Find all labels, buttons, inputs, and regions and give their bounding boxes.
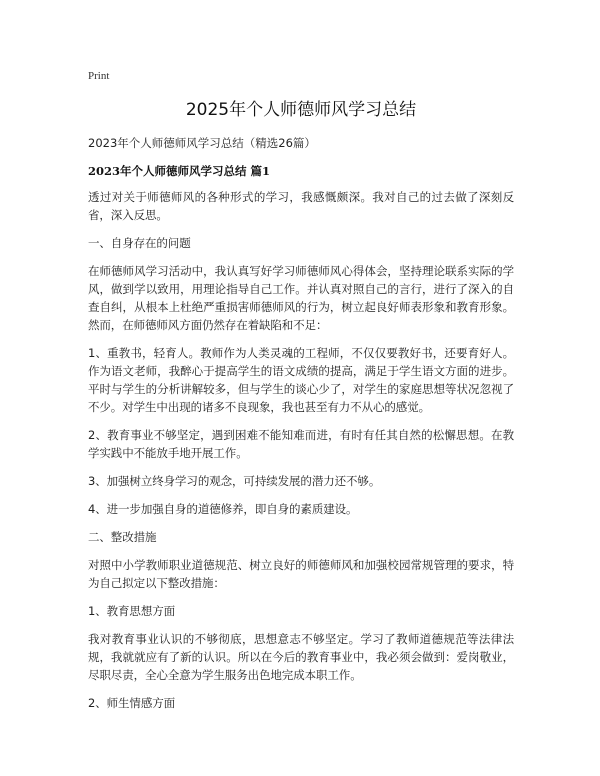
paragraph-problem-1: 1、重教书，轻育人。教师作为人类灵魂的工程师，不仅仅要教好书，还要育好人。作为语文老师，我醉心于提高学生的语文成绩的提高，满足于学生语文方面的进步。平时与学生的分析讲解较多，但与学生的谈心少了，对学生的家庭思想等状况忽视了不少。对学生中出现的诸多不良现象，我也甚至有力不从心的感觉。 <box>88 346 514 414</box>
paragraph-heading-measures: 二、整改措施 <box>88 530 157 544</box>
page-title: 2025年个人师德师风学习总结 <box>185 100 417 120</box>
paragraph-measure-1-heading: 1、教育思想方面 <box>88 604 176 618</box>
paragraph-problems-summary: 在师德师风学习活动中，我认真写好学习师德师风心得体会，坚持理论联系实际的学风，做到学以致用，用理论指导自己工作。并认真对照自己的言行，进行了深入的自查自纠，从根本上杜绝严重损害师德师风的行为，树立起良好师表形象和教育形象。然而，在师德师风方面仍然存在着缺陷和不足： <box>88 264 514 332</box>
paragraph-measure-1-body: 我对教育事业认识的不够彻底，思想意志不够坚定。学习了教师道德规范等法律法规，我就就应有了新的认识。所以在今后的教育事业中，我必须会做到：爱岗敬业，尽职尽责，全心全意为学生服务出色地完成本职工作。 <box>88 632 514 682</box>
paragraph-problem-3: 3、加强树立终身学习的观念，可持续发展的潜力还不够。 <box>88 474 381 488</box>
paragraph-heading-problems: 一、自身存在的问题 <box>88 236 191 250</box>
paragraph-measure-2-heading: 2、师生情感方面 <box>88 696 176 710</box>
paragraph-problem-4: 4、进一步加强自身的道德修养，即自身的素质建设。 <box>88 502 358 516</box>
paragraph-problem-2: 2、教育事业不够坚定，遇到困难不能知难而进，有时有任其自然的松懈思想。在教学实践中不能放手地开展工作。 <box>88 428 514 460</box>
section-heading: 2023年个人师德师风学习总结 篇1 <box>88 164 271 178</box>
paragraph-measures-summary: 对照中小学教师职业道德规范、树立良好的师德师风和加强校园常规管理的要求，特为自己拟定以下整改措施： <box>88 558 514 590</box>
print-link[interactable]: Print <box>88 70 110 82</box>
document-page <box>88 68 514 722</box>
document-subtitle: 2023年个人师德师风学习总结（精选26篇） <box>88 136 316 150</box>
paragraph-intro: 透过对关于师德师风的各种形式的学习，我感慨颇深。我对自己的过去做了深刻反省，深入反思。 <box>88 190 514 222</box>
